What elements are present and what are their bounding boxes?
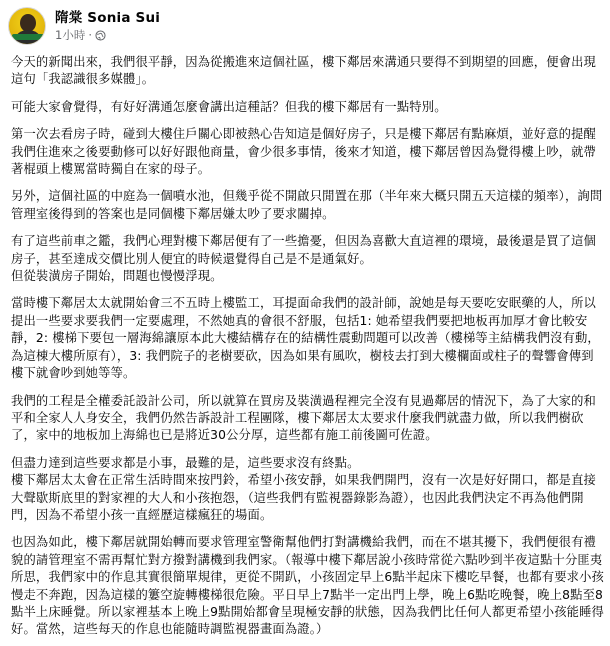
- avatar-badge: [12, 34, 44, 40]
- post-paragraph: 今天的新聞出來，我們很平靜，因為從搬進來這個社區，樓下鄰居來溝通只要得不到期望的回應，便會出現這句「我認識很多媒體」。: [11, 55, 597, 87]
- separator-dot: ·: [88, 28, 92, 42]
- post-header: [8, 6, 160, 46]
- post-meta: [55, 9, 160, 43]
- post-paragraph: 當時樓下鄰居太太就開始會三不五時上樓監工，耳提面命我們的設計師，說她是每天要吃安眠藥的人，所以提出一些要求要我們一定要處理，不然她真的會很不舒服，包括1: 她希望我們要把地板再加厚才會比較安靜，2: 樓梯下要包一層海綿讓原本此大樓結構存在的結構性震動問題可以改善（樓梯等主結構我們沒有動，為這棟大樓所原有），3: 我們院子的老樹要砍，因為如果有風吹，樹枝去打到大樓欄面或柱子的聲響會傳到樓下就會吵到她等等。: [11, 296, 600, 381]
- post-paragraph: 也因為如此，樓下鄰居就開始轉而要求管理室警衛幫他們打對講機給我們，而在不堪其擾下，我們便很有禮貌的請管理室不需再幫忙對方撥對講機到我們家。（報導中樓下鄰居說小孩時常從六點吵到半夜這點十分匪夷所思，我們家中的作息其實很簡單規律，更從不開趴，小孩固定早上6點半起床下樓吃早餐，也都有要求小孩慢走不奔跑，因為這樣的簍空旋轉樓梯很危險。平日早上7點半一定出門上學，晚上6點吃晚餐，晚上8點至8點半上床睡覺。所以家裡基本上晚上9點開始都會呈現極安靜的狀態，因為我們比任何人都更希望小孩能睡得好。當然，這些每天的作息也能隨時調監視器畫面為證。）: [11, 535, 604, 637]
- post-timestamp[interactable]: 1小時: [55, 28, 86, 42]
- author-name[interactable]: 隋棠 Sonia Sui: [55, 10, 161, 26]
- post-body: [11, 54, 605, 639]
- post-paragraph: 可能大家會覺得，有好好溝通怎麼會講出這種話？但我的樓下鄰居有一點特別。: [11, 99, 447, 114]
- post-paragraph: 第一次去看房子時，碰到大樓住戶關心即被熱心告知這是個好房子，只是樓下鄰居有點麻煩，並好意的提醒我們住進來之後要動修可以好好跟他商量，會少很多事情，後來才知道，樓下鄰居曾因為覺得樓上吵，就帶著棍頭上樓罵當時獨自在家的母子。: [11, 127, 597, 177]
- globe-icon[interactable]: [95, 30, 106, 41]
- author-avatar[interactable]: [8, 7, 46, 45]
- post-paragraph: 但盡力達到這些要求都是小事，最難的是，這些要求沒有終點。 樓下鄰居太太會在正常生活時間來按門鈴，希望小孩安靜，如果我們開門，沒有一次是好好開口，都是直接大聲歇斯底里的對家裡的大人和小孩抱怨，（這些我們有監視器錄影為證），也因此我們決定不再為他們開門，因為不希望小孩一直經歷這樣瘋狂的場面。: [11, 455, 597, 522]
- post-paragraph: 另外，這個社區的中庭為一個噴水池，但幾乎從不開啟只閒置在那（半年來大概只開五天這樣的頻率），詢問管理室後得到的答案也是同個樓下鄰居嫌太吵了要求關掉。: [11, 189, 603, 221]
- post-time-row: [55, 28, 160, 43]
- post-paragraph: 有了這些前車之鑑，我們心理對樓下鄰居便有了一些擔憂，但因為喜歡大直這裡的環境，最後還是買了這個房子，甚至達成交價比別人便宜的時候還覺得自己是不是通氣好。 但從裝潢房子開始，問題也慢慢浮現。: [11, 234, 597, 284]
- post-paragraph: 我們的工程是全權委託設計公司，所以就算在買房及裝潢過程裡完全沒有見過鄰居的情況下，為了大家的和平和全家人人身安全，我們仍然告訴設計工程團隊，樓下鄰居太太要求什麼我們就盡力做，所以我們樹砍了，家中的地板加上海綿也已是將近30公分厚，這些都有施工前後圖可佐證。: [11, 393, 597, 443]
